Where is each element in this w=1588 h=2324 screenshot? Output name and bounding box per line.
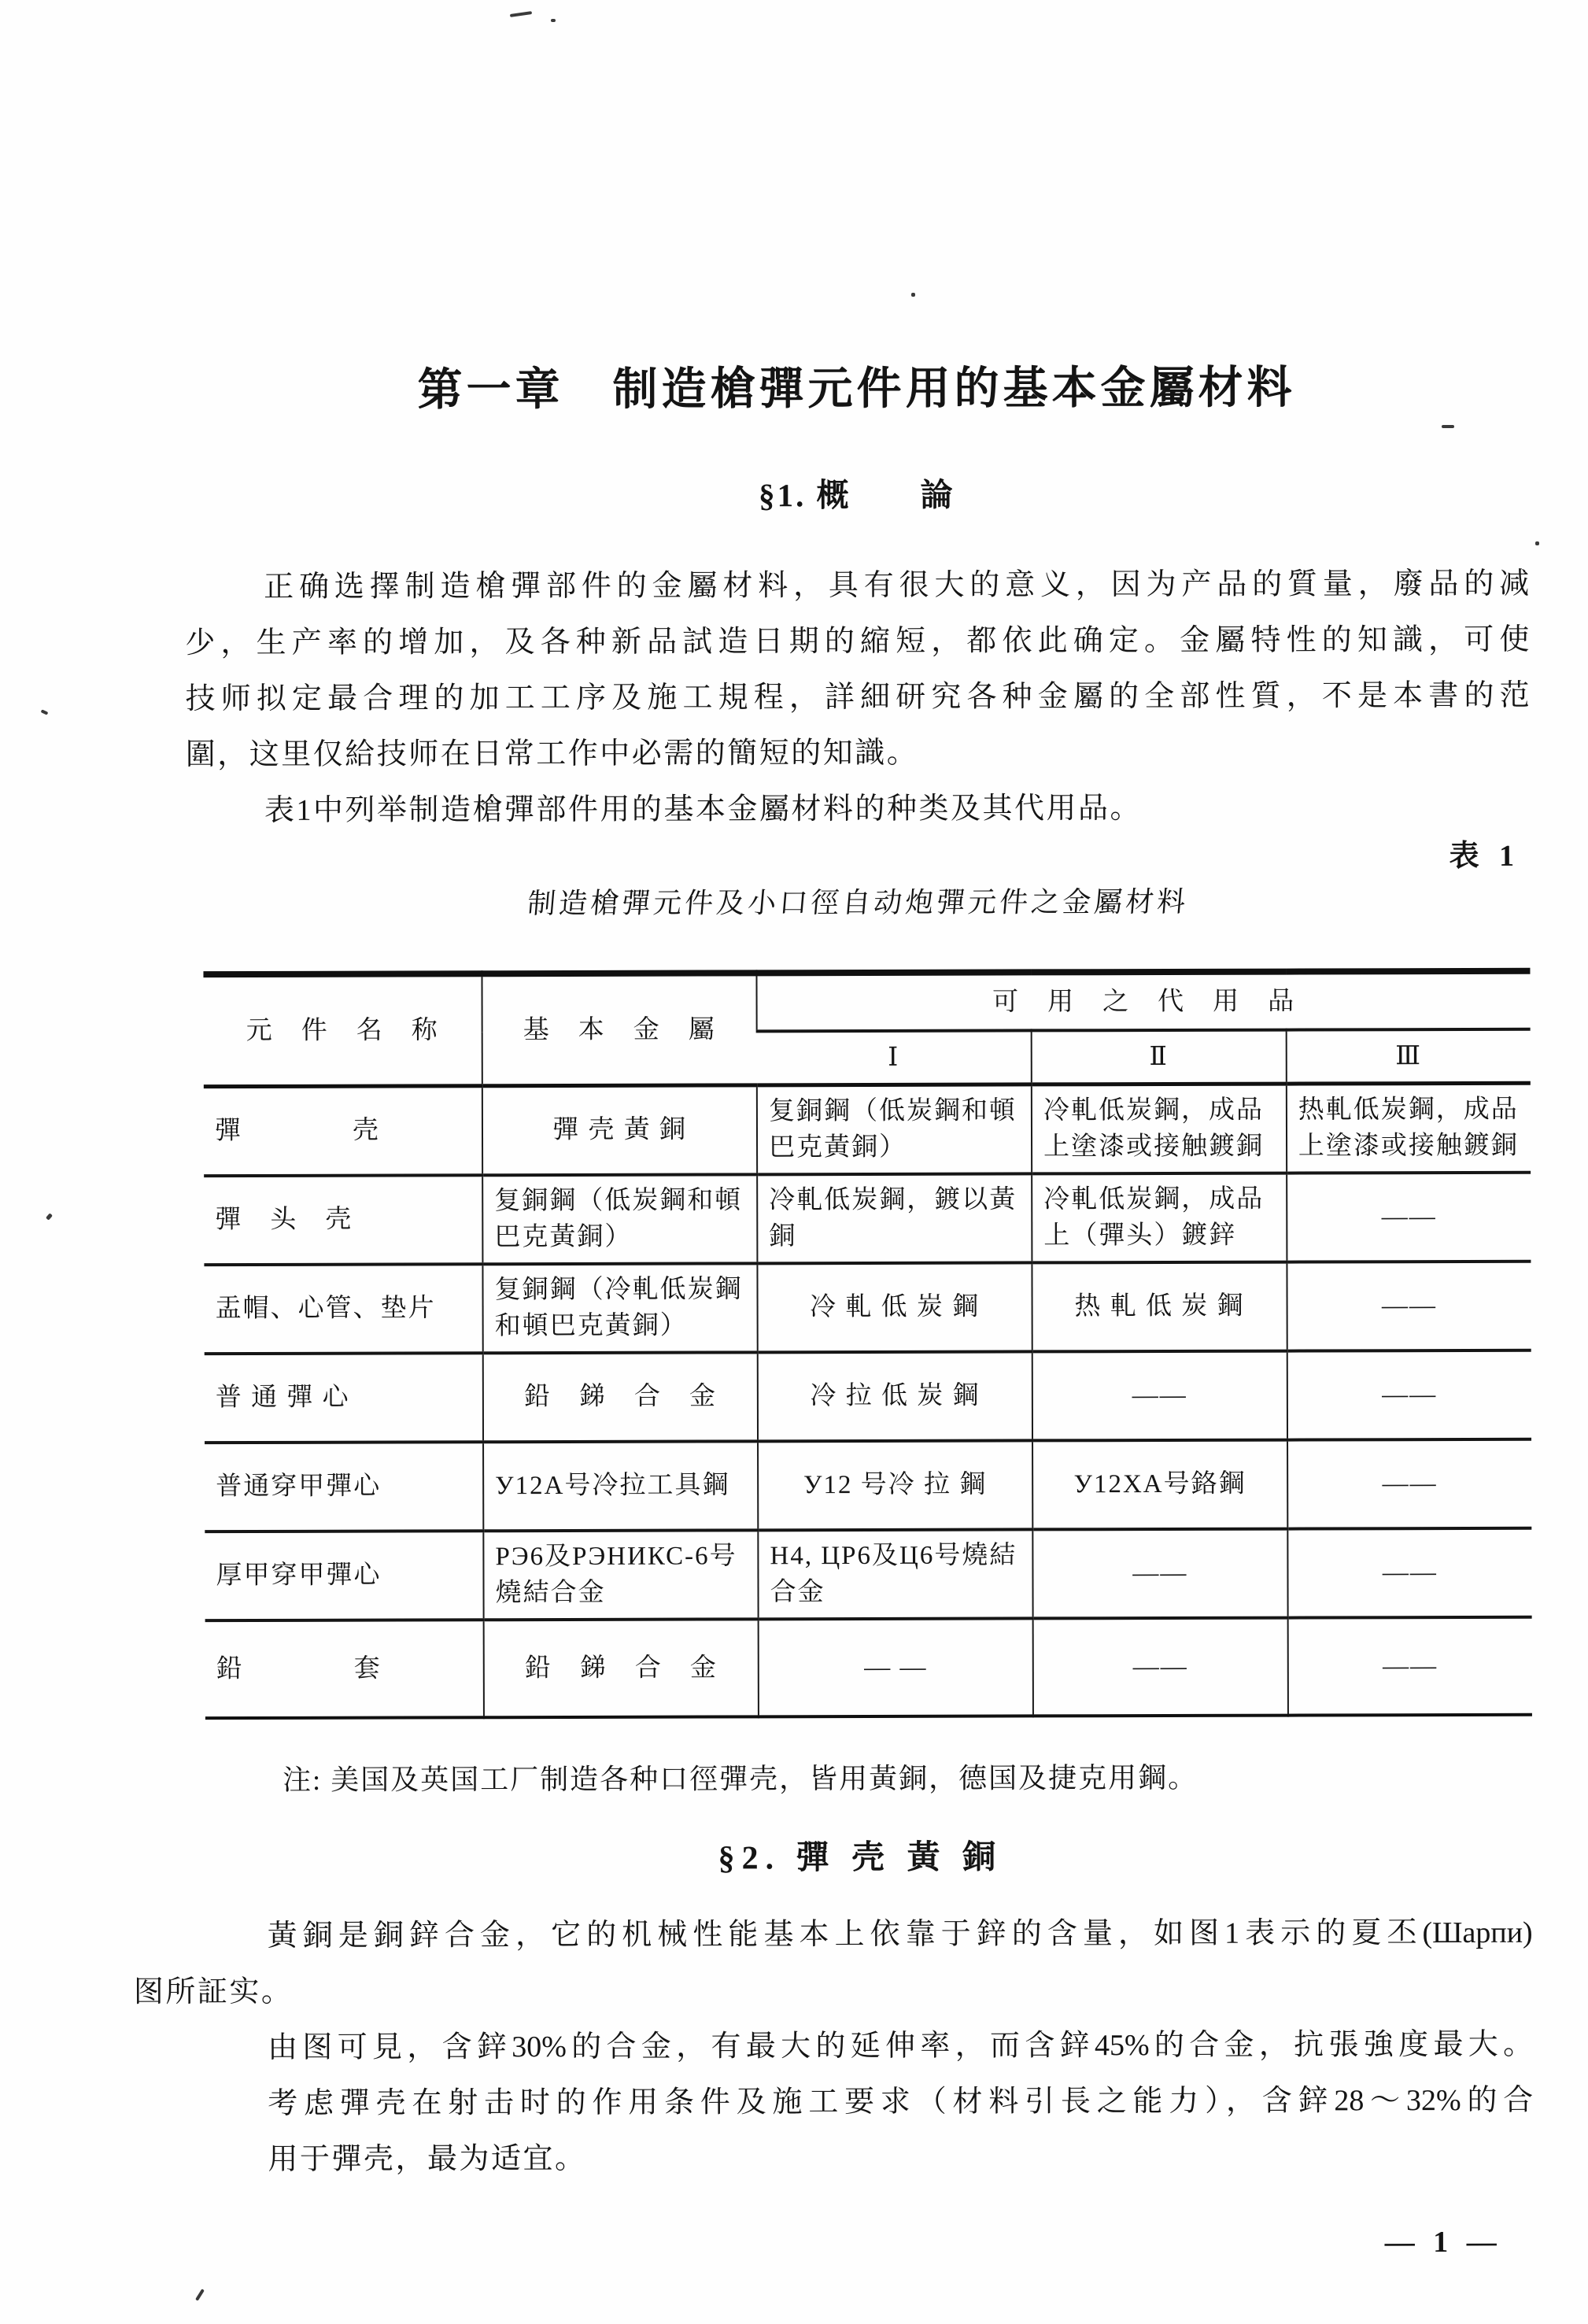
scan-artifact: [41, 709, 49, 715]
table1-note: 注: 美国及英国工厂制造各种口徑彈壳，皆用黃銅，德国及捷克用鋼。: [283, 1761, 1198, 1796]
cell-part-name: 普通穿甲彈心: [205, 1442, 483, 1531]
cell-substitute-3: ——: [1287, 1528, 1532, 1617]
cell-part-name: 厚甲穿甲彈心: [205, 1531, 483, 1620]
cell-substitute-3: ——: [1287, 1439, 1532, 1528]
cell-substitute-3: 热軋低炭鋼，成品上塗漆或接触鍍銅: [1287, 1083, 1531, 1173]
section2-paragraph2: [189, 2016, 1533, 2075]
table-row: [205, 1350, 1531, 1442]
cell-substitute-1: — —: [759, 1618, 1033, 1716]
cell-substitute-2: ——: [1032, 1528, 1287, 1618]
cell-base-metal: У12А号冷拉工具鋼: [483, 1441, 758, 1531]
section2-paragraph3: [189, 2072, 1533, 2187]
cell-base-metal: РЭ6及РЭНИКС-6号燒結合金: [483, 1530, 758, 1620]
col-header-substitute-3: Ⅲ: [1286, 1029, 1530, 1084]
cell-substitute-1: 冷軋低炭鋼，鍍以黃銅: [757, 1173, 1032, 1263]
scan-artifact: [1535, 541, 1539, 545]
col-header-substitute-1: Ⅰ: [757, 1030, 1032, 1084]
cell-base-metal: 鉛 銻 合 金: [483, 1352, 758, 1442]
page-content: [133, 0, 1534, 2265]
chapter-title: 第一章 制造槍彈元件用的基本金屬材料: [417, 363, 1296, 416]
paragraph-line: 图所証实。: [133, 1975, 294, 2008]
scan-artifact: [195, 2289, 205, 2301]
cell-substitute-1: 冷 拉 低 炭 鋼: [758, 1351, 1032, 1441]
paragraph-line: 少，生产率的增加，及各种新品試造日期的縮短，都依此确定。金屬特性的知識，可使: [185, 623, 1530, 660]
cell-substitute-2: 冷軋低炭鋼，成品上（彈头）鍍鋅: [1032, 1173, 1287, 1262]
paragraph-line: 黃銅是銅鋅合金，它的机械性能基本上依靠于鋅的含量，如图1表示的夏丕(Шарпи): [267, 1916, 1533, 1953]
table-row: [204, 1172, 1531, 1264]
cell-base-metal: 鉛 銻 合 金: [484, 1619, 759, 1717]
section1-paragraph2: [186, 780, 1530, 839]
cell-base-metal: 彈 壳 黃 銅: [482, 1085, 757, 1175]
cell-substitute-3: ——: [1287, 1350, 1531, 1439]
paragraph-line: 圍，这里仅給技师在日常工作中必需的簡短的知識。: [185, 736, 919, 772]
cell-substitute-1: 冷 軋 低 炭 鋼: [757, 1262, 1032, 1352]
cell-part-name: 盂帽、心管、垫片: [204, 1264, 482, 1354]
table-row: [205, 1616, 1532, 1717]
table-row: [205, 1528, 1531, 1620]
table1-label: 表 1: [1449, 839, 1521, 874]
table-row: [205, 1439, 1531, 1531]
paragraph-line: 技师拟定最合理的加工工序及施工規程，詳細研究各种金屬的全部性質，不是本書的范: [185, 678, 1530, 716]
cell-substitute-3: ——: [1287, 1616, 1532, 1715]
cell-part-name: 彈 壳: [204, 1086, 482, 1176]
paragraph-line: 正确选擇制造槍彈部件的金屬材料，具有很大的意义，因为产品的質量，廢品的减: [264, 567, 1530, 604]
table-row: [204, 1261, 1531, 1353]
table1-caption: 制造槍彈元件及小口徑自动炮彈元件之金屬材料: [526, 885, 1190, 920]
cell-substitute-2: 热 軋 低 炭 鋼: [1032, 1262, 1287, 1351]
paragraph-line: 表1中列举制造槍彈部件用的基本金屬材料的种类及其代用品。: [264, 792, 1142, 827]
paragraph-line: 由图可見，含鋅30%的合金，有最大的延伸率，而含鋅45%的合金，抗張強度最大。: [267, 2027, 1534, 2064]
col-header-substitutes: 可 用 之 代 用 品: [757, 971, 1531, 1032]
cell-substitute-2: ——: [1032, 1350, 1287, 1440]
cell-part-name: 彈 头 壳: [204, 1175, 482, 1265]
section1-paragraph1: [185, 556, 1530, 783]
section2-heading: §2. 彈 壳 黃 銅: [718, 1839, 1003, 1876]
section1-heading: §1. 概 論: [759, 476, 955, 514]
col-header-base-metal: 基 本 金 屬: [482, 973, 757, 1085]
cell-base-metal: 复銅鋼（冷軋低炭鋼和頓巴克黃銅）: [482, 1263, 757, 1353]
paragraph-line: 用于彈壳，最为适宜。: [268, 2141, 587, 2176]
cell-substitute-3: ——: [1287, 1172, 1531, 1262]
paragraph-line: 考虑彈壳在射击时的作用条件及施工要求（材料引長之能力），含鋅28～32%的合: [268, 2083, 1534, 2120]
cell-substitute-1: У12 号冷 拉 鋼: [758, 1440, 1032, 1530]
table-row: [204, 1083, 1531, 1175]
materials-table: [203, 968, 1531, 1720]
col-header-part-name: 元 件 名 称: [203, 974, 482, 1086]
cell-part-name: 普 通 彈 心: [205, 1353, 483, 1443]
cell-substitute-1: Н4, ЦР6及Ц6号燒結合金: [758, 1529, 1032, 1619]
cell-substitute-2: ——: [1033, 1617, 1288, 1716]
page-number: — 1 —: [1384, 2225, 1502, 2259]
cell-substitute-2: 冷軋低炭鋼，成品上塗漆或接触鍍銅: [1032, 1084, 1287, 1173]
cell-part-name: 鉛 套: [205, 1620, 484, 1718]
section2-paragraph1: [133, 1905, 1533, 2019]
cell-substitute-2: У12ХА号鉻鋼: [1032, 1439, 1287, 1529]
cell-base-metal: 复銅鋼（低炭鋼和頓巴克黃銅）: [482, 1174, 757, 1264]
cell-substitute-3: ——: [1287, 1261, 1531, 1350]
cell-substitute-1: 复銅鋼（低炭鋼和頓巴克黃銅）: [757, 1084, 1032, 1174]
scan-artifact: [46, 1213, 53, 1220]
col-header-substitute-2: Ⅱ: [1032, 1030, 1287, 1084]
